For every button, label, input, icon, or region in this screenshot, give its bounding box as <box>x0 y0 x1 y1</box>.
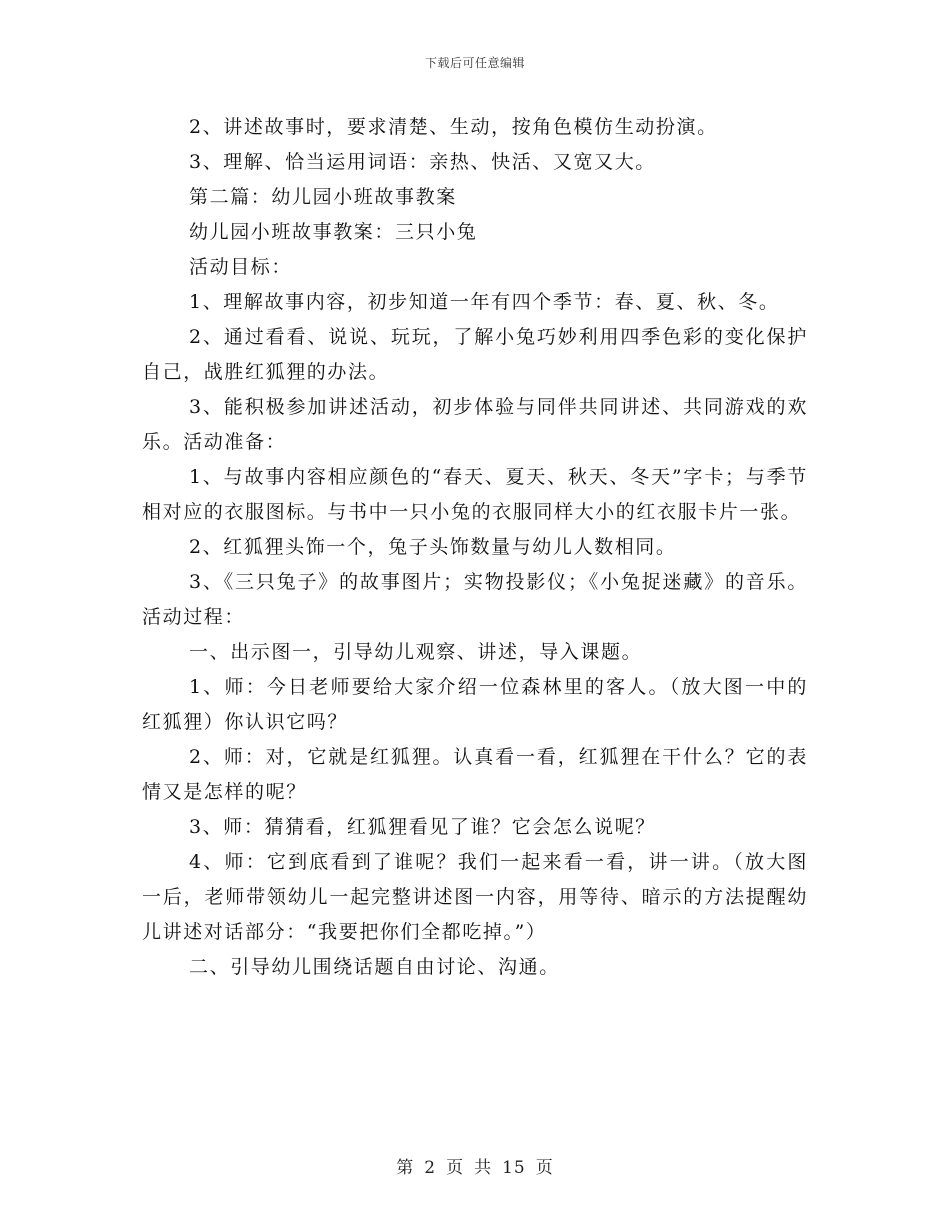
paragraph: 4、师：它到底看到了谁呢？我们一起来看一看，讲一讲。（放大图一后，老师带领幼儿一起完整讲述图一内容，用等待、暗示的方法提醒幼儿讲述对话部分：“我要把你们全都吃掉。”） <box>142 851 808 943</box>
document-body <box>142 110 808 985</box>
section-heading-goals: 活动目标： <box>189 256 293 278</box>
paragraph: 3、《三只兔子》的故事图片；实物投影仪；《小兔捉迷藏》的音乐。活动过程： <box>142 571 808 628</box>
footer-current-page: 2 <box>424 1158 437 1178</box>
paragraph: 3、能积极参加讲述活动，初步体验与同伴共同讲述、共同游戏的欢乐。活动准备： <box>142 396 808 453</box>
section-title: 第二篇：幼儿园小班故事教案 <box>189 186 457 208</box>
footer-label-total-unit: 页 <box>535 1158 554 1178</box>
footer-total-pages: 15 <box>502 1158 526 1178</box>
paragraph: 1、师：今日老师要给大家介绍一位森林里的客人。（放大图一中的红狐狸）你认识它吗？ <box>142 676 808 733</box>
paragraph: 2、通过看看、说说、玩玩，了解小兔巧妙利用四季色彩的变化保护自己，战胜红狐狸的办法。 <box>142 326 808 383</box>
paragraph: 2、师：对，它就是红狐狸。认真看一看，红狐狸在干什么？它的表情又是怎样的呢？ <box>142 746 808 803</box>
page-footer <box>0 1153 950 1178</box>
footer-label-page: 第 <box>396 1158 415 1178</box>
paragraph: 二、引导幼儿围绕话题自由讨论、沟通。 <box>189 956 560 978</box>
page-header: 下载后可任意编辑 <box>424 56 525 70</box>
footer-label-page-unit: 页 <box>446 1158 465 1178</box>
paragraph: 一、出示图一，引导幼儿观察、讲述，导入课题。 <box>189 641 643 663</box>
paragraph: 1、与故事内容相应颜色的“春天、夏天、秋天、冬天”字卡；与季节相对应的衣服图标。与书中一只小兔的衣服同样大小的红衣服卡片一张。 <box>142 466 808 523</box>
paragraph: 2、讲述故事时，要求清楚、生动，按角色模仿生动扮演。 <box>189 116 718 138</box>
lesson-title: 幼儿园小班故事教案：三只小兔 <box>189 221 478 243</box>
footer-label-total: 共 <box>474 1158 493 1178</box>
paragraph: 2、红狐狸头饰一个，兔子头饰数量与幼儿人数相同。 <box>189 536 677 558</box>
paragraph: 3、师：猜猜看，红狐狸看见了谁？它会怎么说呢？ <box>189 816 656 838</box>
paragraph: 1、理解故事内容，初步知道一年有四个季节：春、夏、秋、冬。 <box>189 291 780 313</box>
paragraph: 3、理解、恰当运用词语：亲热、快活、又宽又大。 <box>189 151 656 173</box>
